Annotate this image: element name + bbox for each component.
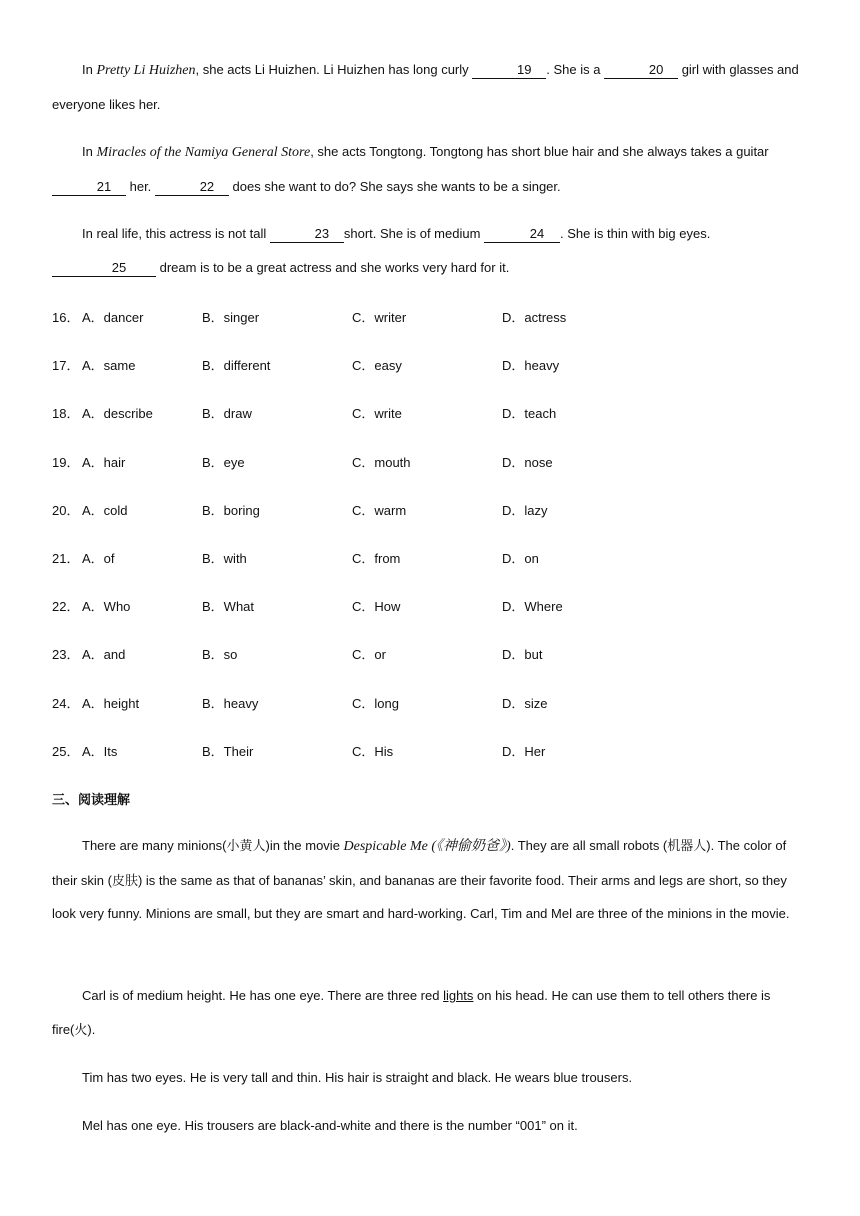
movie-title: Despicable Me (《神偷奶爸》) [343,839,511,854]
question-number: 25． [52,743,80,759]
reading-paragraph-1 [52,829,812,931]
reading-paragraph-3: Tim has two eyes. He is very tall and thin. His hair is straight and black. He wears blue trousers. [82,1070,633,1085]
question-number: 20． [52,502,80,518]
text: There are many minions(小黄人)in the movie [82,838,344,853]
option-b[interactable]: B．different [202,358,271,374]
question-row [52,452,752,472]
passage-paragraph-3 [52,217,812,284]
option-c[interactable]: C．or [352,647,386,663]
text: does she want to do? She says she wants to be a singer. [228,178,561,194]
question-number: 21． [52,551,80,566]
question-row [52,403,752,423]
option-d[interactable]: D．teach [502,406,557,422]
underlined-word: lights [443,988,474,1003]
option-a[interactable]: A．and [82,647,126,663]
option-d[interactable]: D．Her [502,743,546,759]
text: dream is to be a great actress and she works very hard for it. [156,259,510,275]
question-number: 19． [52,454,80,470]
text: on his head. He can use them to tell others there is fire(火). [52,988,771,1037]
text: short. She is of medium [343,226,485,241]
blank-19: 19 [472,62,546,79]
text: , she acts Li Huizhen. Li Huizhen has long curly [195,62,473,77]
text: Carl is of medium height. He has one eye. There are three red [82,988,444,1003]
question-number: 17． [52,358,80,374]
text: her. [126,178,155,194]
blank-22: 22 [155,179,229,196]
option-a[interactable]: A．cold [82,502,128,518]
option-b[interactable]: B．Their [202,743,254,759]
option-b[interactable]: B．heavy [202,695,259,711]
option-c[interactable]: C．How [352,599,401,615]
passage-paragraph-1 [52,53,812,121]
blank-23: 23 [270,226,344,243]
blank-21: 21 [52,179,126,196]
option-c[interactable]: C．easy [352,358,402,374]
text: In real life, this actress is not tall [82,226,270,241]
question-number: 23． [52,647,80,663]
question-row [52,741,752,761]
text: girl with glasses and everyone likes her. [52,62,799,112]
option-b[interactable]: B．draw [202,406,252,422]
option-d[interactable]: D．on [502,551,539,566]
blank-25: 25 [52,260,156,277]
text: . They are all small robots (机器人). The color of their skin (皮肤) is the same as that of bananas’ skin, and bananas are their favorite food. Their arms and legs are short, so they look very funny. Minions are small, but they are smart and hard-working. Carl, Tim and Mel are three of the minions in the movie. [52,838,790,921]
option-d[interactable]: D．nose [502,454,553,470]
text: . She is a [546,62,605,77]
section-title: 三、阅读理解 [52,793,131,808]
option-b[interactable]: B．with [202,551,247,566]
question-number: 24． [52,695,80,711]
option-b[interactable]: B．eye [202,454,245,470]
passage-paragraph-2 [52,135,812,203]
option-d[interactable]: D．but [502,647,543,663]
option-a[interactable]: A．Its [82,743,118,759]
option-a[interactable]: A．same [82,358,136,374]
option-c[interactable]: C．long [352,695,399,711]
option-c[interactable]: C．writer [352,310,407,325]
option-a[interactable]: A．of [82,551,115,566]
text: , she acts Tongtong. Tongtong has short blue hair and she always takes a guitar [310,144,769,159]
option-b[interactable]: B．boring [202,502,260,518]
option-c[interactable]: C．write [352,406,402,422]
blank-24: 24 [484,226,560,243]
option-b[interactable]: B．singer [202,310,260,325]
reading-paragraph-2 [52,979,812,1046]
option-c[interactable]: C．mouth [352,454,411,470]
option-b[interactable]: B．What [202,599,255,615]
question-row [52,355,752,375]
option-c[interactable]: C．from [352,551,401,566]
text: . She is thin with big eyes. [560,226,711,241]
text: In [82,144,97,159]
option-c[interactable]: C．His [352,743,394,759]
option-a[interactable]: A．height [82,695,140,711]
option-a[interactable]: A．dancer [82,310,144,325]
option-d[interactable]: D．actress [502,310,567,325]
question-number: 22． [52,599,80,615]
question-row [52,693,752,713]
reading-paragraph-4: Mel has one eye. His trousers are black-and-white and there is the number “001” on it. [82,1118,578,1133]
question-row [52,644,752,664]
movie-title: Miracles of the Namiya General Store [96,145,311,160]
question-number: 18． [52,406,80,422]
option-d[interactable]: D．lazy [502,502,548,518]
question-row [52,307,752,327]
question-row [52,500,752,520]
blank-20: 20 [604,62,678,79]
question-row [52,548,752,568]
option-d[interactable]: D．size [502,695,548,711]
option-c[interactable]: C．warm [352,502,407,518]
question-number: 16． [52,310,80,325]
option-d[interactable]: D．heavy [502,358,560,374]
option-a[interactable]: A．describe [82,406,153,422]
option-d[interactable]: D．Where [502,599,563,615]
question-row [52,596,752,616]
option-a[interactable]: A．hair [82,454,126,470]
movie-title: Pretty Li Huizhen [96,63,196,78]
text: In [82,62,97,77]
option-b[interactable]: B．so [202,647,238,663]
option-a[interactable]: A．Who [82,599,131,615]
